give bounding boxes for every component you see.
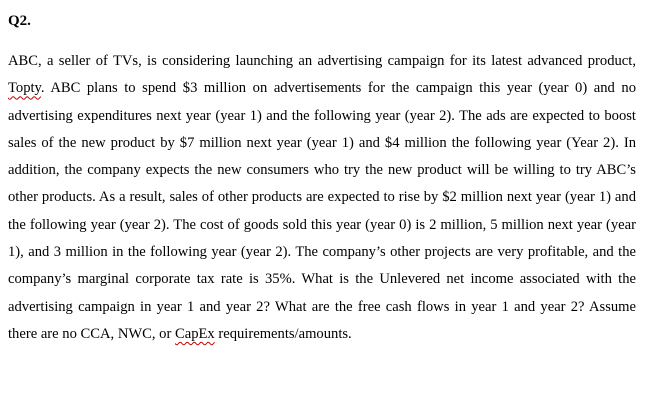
document-body — [8, 10, 636, 348]
question-text-part-2: . ABC plans to spend $3 million on advertisements for the campaign this year (year 0) and no advertising expenditures next year (year 1) and the following year (year 2). The ads are expected to boost sales of the new product by $7 million next year (year 1) and $4 million the following year (Year 2). In addition, the company expects the new consumers who try the new product will be willing to try ABC’s other products. As a result, sales of other products are expected to rise by $2 million next year (year 1) and the following year (year 2). The cost of goods sold this year (year 0) is 2 million, 5 million next year (year 1), and 3 million in the following year (year 2). The company’s other projects are very profitable, and the company’s marginal corporate tax rate is 35%. What is the Unlevered net income associated with the advertising campaign in year 1 and year 2? What are the free cash flows in year 1 and year 2? Assume there are no CCA, NWC, or — [8, 80, 636, 342]
question-text-part-3: requirements/amounts. — [214, 325, 352, 342]
misspelled-word-capex: CapEx — [174, 325, 215, 342]
misspelled-word-topty: Topty — [8, 80, 41, 97]
question-text — [8, 48, 636, 348]
question-text-part-1: ABC, a seller of TVs, is considering launching an advertising campaign for its latest advanced product, — [8, 53, 636, 69]
question-number: Q2. — [8, 13, 31, 29]
